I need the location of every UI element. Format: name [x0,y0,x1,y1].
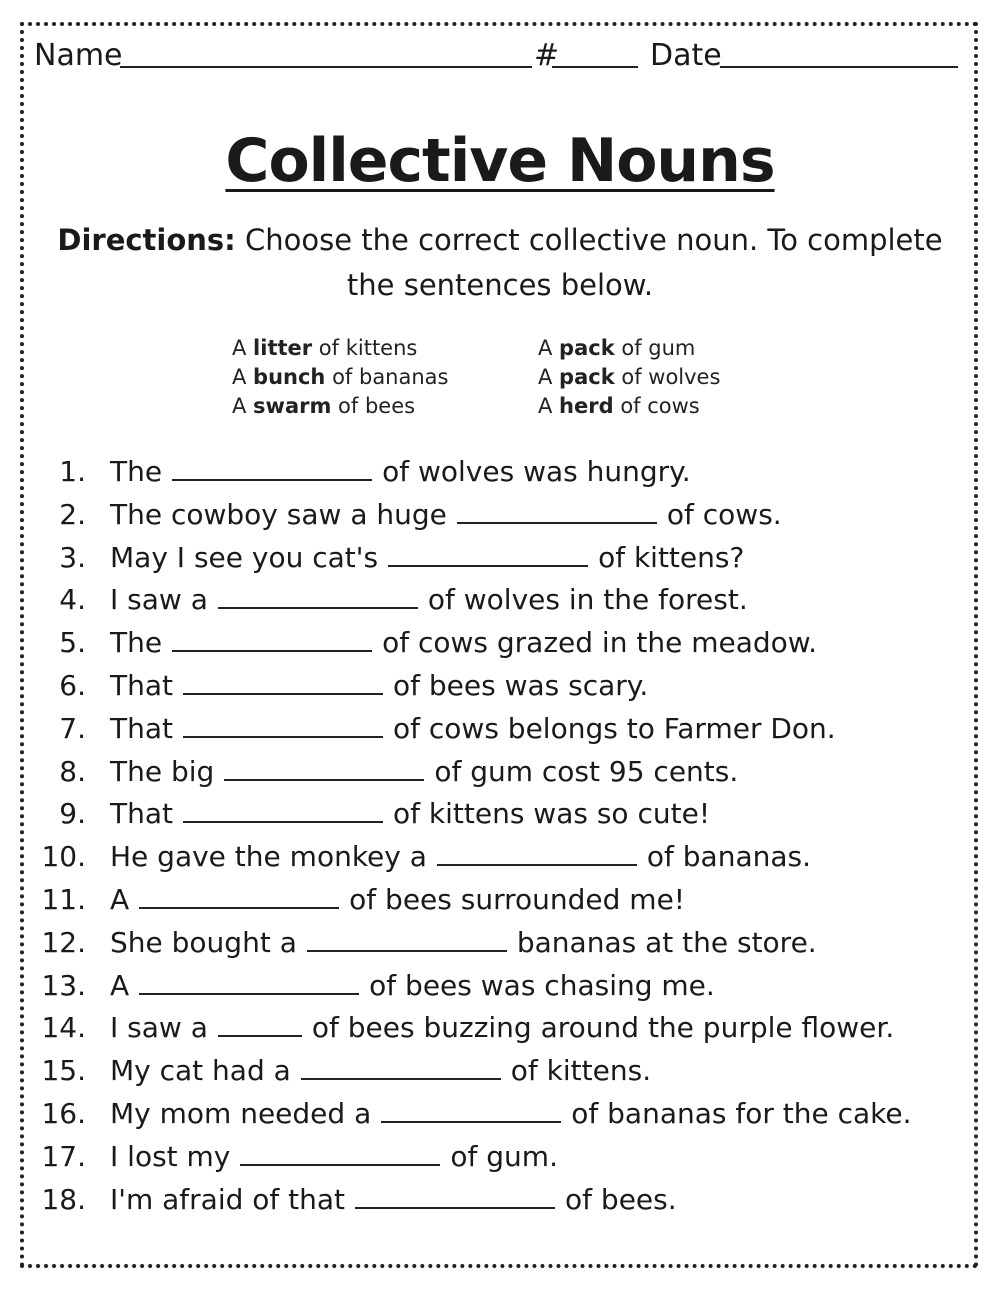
sentence-end: of bees. [565,1182,677,1216]
question-item [0,1094,1000,1137]
question-number: 7. [59,711,86,745]
sentence-start: I saw a [110,1011,208,1045]
sentence-end: of bees was chasing me. [369,968,715,1002]
sentence-start: The cowboy saw a huge [110,497,447,531]
word-bank-noun: swarm [253,394,332,418]
sentence-end: of bananas. [646,840,812,874]
sentence-end: of cows. [666,497,782,531]
question-number: 8. [59,754,86,788]
question-number: 9. [59,797,86,831]
answer-blank[interactable] [301,1052,501,1080]
sentence-start: My mom needed a [110,1097,372,1130]
sentence-start: I lost my [110,1139,231,1173]
sentence-end: of bees was scary. [393,669,649,702]
word-bank-item [232,334,448,363]
directions [40,218,960,308]
word-bank-noun: litter [253,336,313,360]
sentence-end: of gum cost 95 cents. [434,754,739,788]
sentence-start: A [110,968,130,1002]
sentence-end: of kittens. [510,1054,652,1088]
word-bank-article: A [538,365,560,389]
word-bank-phrase: of kittens [312,336,418,360]
sentence-start: I'm afraid of that [110,1182,346,1216]
sentence-end: of bees buzzing around the purple flower. [311,1011,895,1045]
sentence-end: of wolves in the forest. [427,583,748,617]
sentence-start: My cat had a [110,1054,291,1088]
sentence-end: of bananas for the cake. [571,1097,912,1130]
answer-blank[interactable] [388,539,588,567]
sentence-start: The big [110,754,215,788]
answer-blank[interactable] [355,1181,555,1209]
word-bank-noun: pack [559,365,615,389]
sentence-start: He gave the monkey a [110,840,427,874]
sentence-start: That [110,711,173,745]
word-bank-phrase: of bees [331,394,416,418]
student-info-row [34,36,964,76]
number-field[interactable] [552,66,638,68]
question-number: 3. [59,540,86,574]
page-title: Collective Nouns [225,126,775,196]
answer-blank[interactable] [172,624,372,652]
sentence-start: That [110,669,173,702]
question-number: 10. [41,840,86,874]
date-label: Date [650,38,722,73]
sentence-end: of bees surrounded me! [349,883,686,916]
word-bank-item [538,363,720,392]
sentence-start: That [110,797,173,831]
sentence-start: The [110,455,163,488]
question-item [0,794,1000,837]
question-item [0,880,1000,923]
question-item [0,1180,1000,1223]
name-field[interactable] [120,66,532,68]
sentence-end: of kittens? [598,540,745,574]
directions-label: Directions: [57,223,236,257]
answer-blank[interactable] [381,1095,561,1123]
question-number: 16. [41,1097,86,1130]
question-item [0,1137,1000,1180]
question-number: 11. [41,883,86,916]
word-bank-item [538,392,720,421]
answer-blank[interactable] [139,967,359,995]
answer-blank[interactable] [183,710,383,738]
question-item [0,580,1000,623]
word-bank-article: A [232,365,254,389]
word-bank-right [538,334,720,421]
question-number: 5. [59,626,86,660]
question-number: 15. [41,1054,86,1088]
question-number: 6. [59,669,86,702]
word-bank-article: A [232,336,254,360]
word-bank-phrase: of bananas [325,365,449,389]
answer-blank[interactable] [218,1009,302,1037]
word-bank-article: A [232,394,254,418]
question-number: 1. [59,455,86,488]
sentence-end: of cows grazed in the meadow. [382,626,817,660]
question-number: 14. [41,1011,86,1045]
word-bank-article: A [538,394,560,418]
word-bank-item [232,363,448,392]
question-item [0,709,1000,752]
question-number: 4. [59,583,86,617]
question-number: 13. [41,968,86,1002]
answer-blank[interactable] [437,838,637,866]
question-item [0,923,1000,966]
answer-blank[interactable] [183,667,383,695]
sentence-start: She bought a [110,925,297,959]
word-bank-article: A [538,336,560,360]
answer-blank[interactable] [240,1138,440,1166]
sentence-end: of gum. [450,1139,558,1173]
sentence-end: of kittens was so cute! [393,797,711,831]
directions-text: Choose the correct collective noun. To complete the sentences below. [245,223,943,302]
word-bank-phrase: of gum [614,336,696,360]
date-field[interactable] [720,66,958,68]
answer-blank[interactable] [172,453,372,481]
sentence-start: I saw a [110,583,208,617]
word-bank-noun: herd [559,394,614,418]
question-item [0,495,1000,538]
answer-blank[interactable] [183,795,383,823]
question-item [0,452,1000,495]
word-bank-item [538,334,720,363]
question-item [0,623,1000,666]
question-item [0,966,1000,1009]
word-bank-noun: bunch [253,365,326,389]
sentence-start: A [110,883,130,916]
name-label: Name [34,38,123,73]
word-bank-noun: pack [559,336,615,360]
question-item [0,666,1000,709]
sentence-end: bananas at the store. [516,925,817,959]
sentence-end: of cows belongs to Farmer Don. [393,711,836,745]
word-bank-phrase: of cows [613,394,700,418]
question-item [0,837,1000,880]
number-label: # [534,38,560,73]
question-number: 2. [59,497,86,531]
answer-blank[interactable] [224,753,424,781]
question-number: 18. [41,1182,86,1216]
answer-blank[interactable] [139,881,339,909]
answer-blank[interactable] [218,581,418,609]
question-item [0,1008,1000,1051]
question-item [0,1051,1000,1094]
question-number: 12. [41,925,86,959]
word-bank-item [232,392,448,421]
question-number: 17. [41,1139,86,1173]
answer-blank[interactable] [457,496,657,524]
answer-blank[interactable] [307,924,507,952]
question-item [0,752,1000,795]
word-bank-left [232,334,448,421]
sentence-end: of wolves was hungry. [382,455,691,488]
word-bank-phrase: of wolves [614,365,721,389]
sentence-start: May I see you cat's [110,540,379,574]
sentence-start: The [110,626,163,660]
question-item [0,538,1000,581]
